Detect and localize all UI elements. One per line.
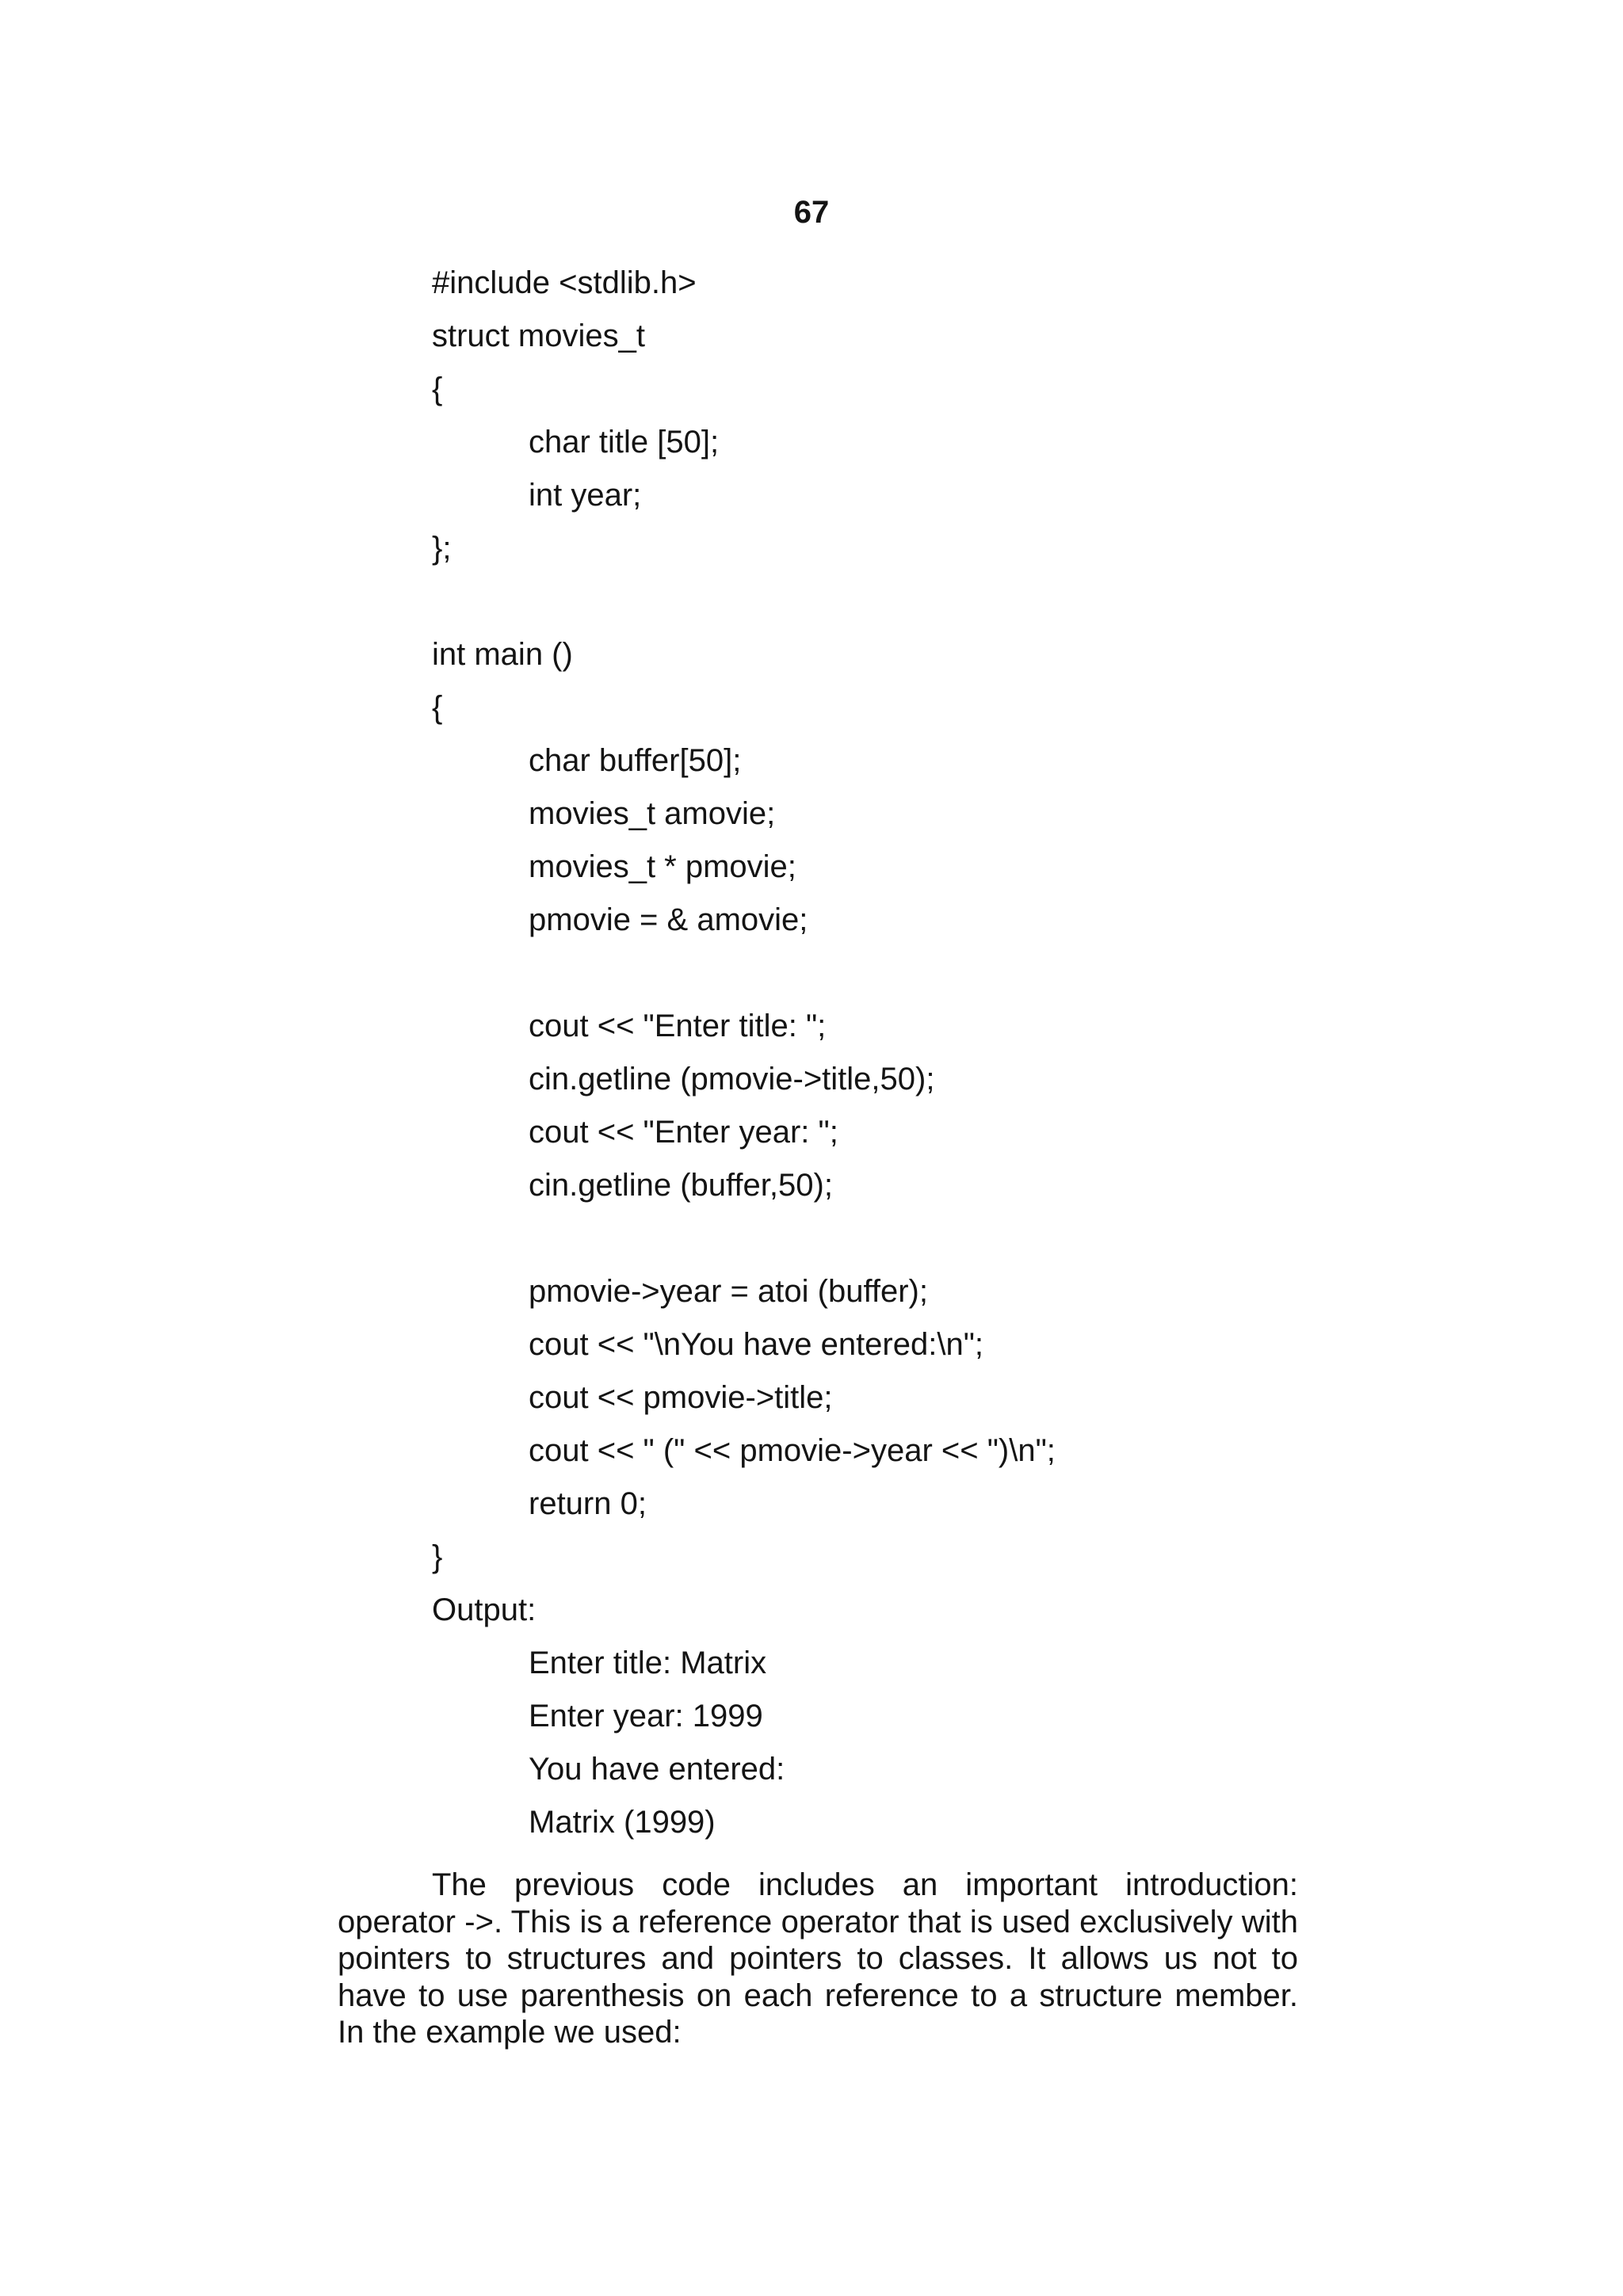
code-line: movies_t * pmovie; [529, 849, 796, 884]
code-line: return 0; [529, 1486, 647, 1521]
code-blank-line [0, 1212, 1623, 1265]
code-line: Output: [432, 1592, 537, 1627]
code-line: } [432, 1539, 443, 1574]
code-line: struct movies_t [432, 318, 645, 353]
code-line: char title [50]; [529, 425, 720, 460]
code-line: pmovie->year = atoi (buffer); [529, 1274, 928, 1309]
code-line: #include <stdlib.h> [432, 265, 697, 300]
code-line: Enter title: Matrix [529, 1646, 767, 1680]
code-line: pmovie = & amovie; [529, 902, 808, 937]
code-line: int year; [529, 478, 642, 513]
code-line: Matrix (1999) [529, 1805, 716, 1840]
code-line: int main () [432, 637, 573, 672]
code-line: Enter year: 1999 [529, 1699, 763, 1733]
code-line: char buffer[50]; [529, 743, 742, 778]
code-line: You have entered: [529, 1752, 785, 1787]
code-line: cout << "\nYou have entered:\n"; [529, 1327, 984, 1362]
code-line: movies_t amovie; [529, 796, 776, 831]
page-number: 67 [793, 195, 830, 230]
code-blank-line [0, 947, 1623, 1000]
code-line: cin.getline (buffer,50); [529, 1168, 833, 1203]
code-line: { [432, 372, 443, 406]
code-line: cout << "Enter title: "; [529, 1009, 827, 1043]
code-line: cout << " (" << pmovie->year << ")\n"; [529, 1433, 1056, 1468]
code-line: { [432, 690, 443, 725]
code-listing [0, 257, 1623, 1849]
code-line: cout << pmovie->title; [529, 1380, 833, 1415]
code-line: }; [432, 531, 452, 566]
code-line: cin.getline (pmovie->title,50); [529, 1062, 935, 1097]
code-blank-line [0, 575, 1623, 628]
body-paragraph: The previous code includes an important introduction: operator ->. This is a reference operator that is used exclusively with pointers to structures and pointers to classes. It allows us not to have to use parenthesis on each reference to a structure member. In the example we used: [338, 1867, 1298, 2050]
code-line: cout << "Enter year: "; [529, 1115, 838, 1150]
